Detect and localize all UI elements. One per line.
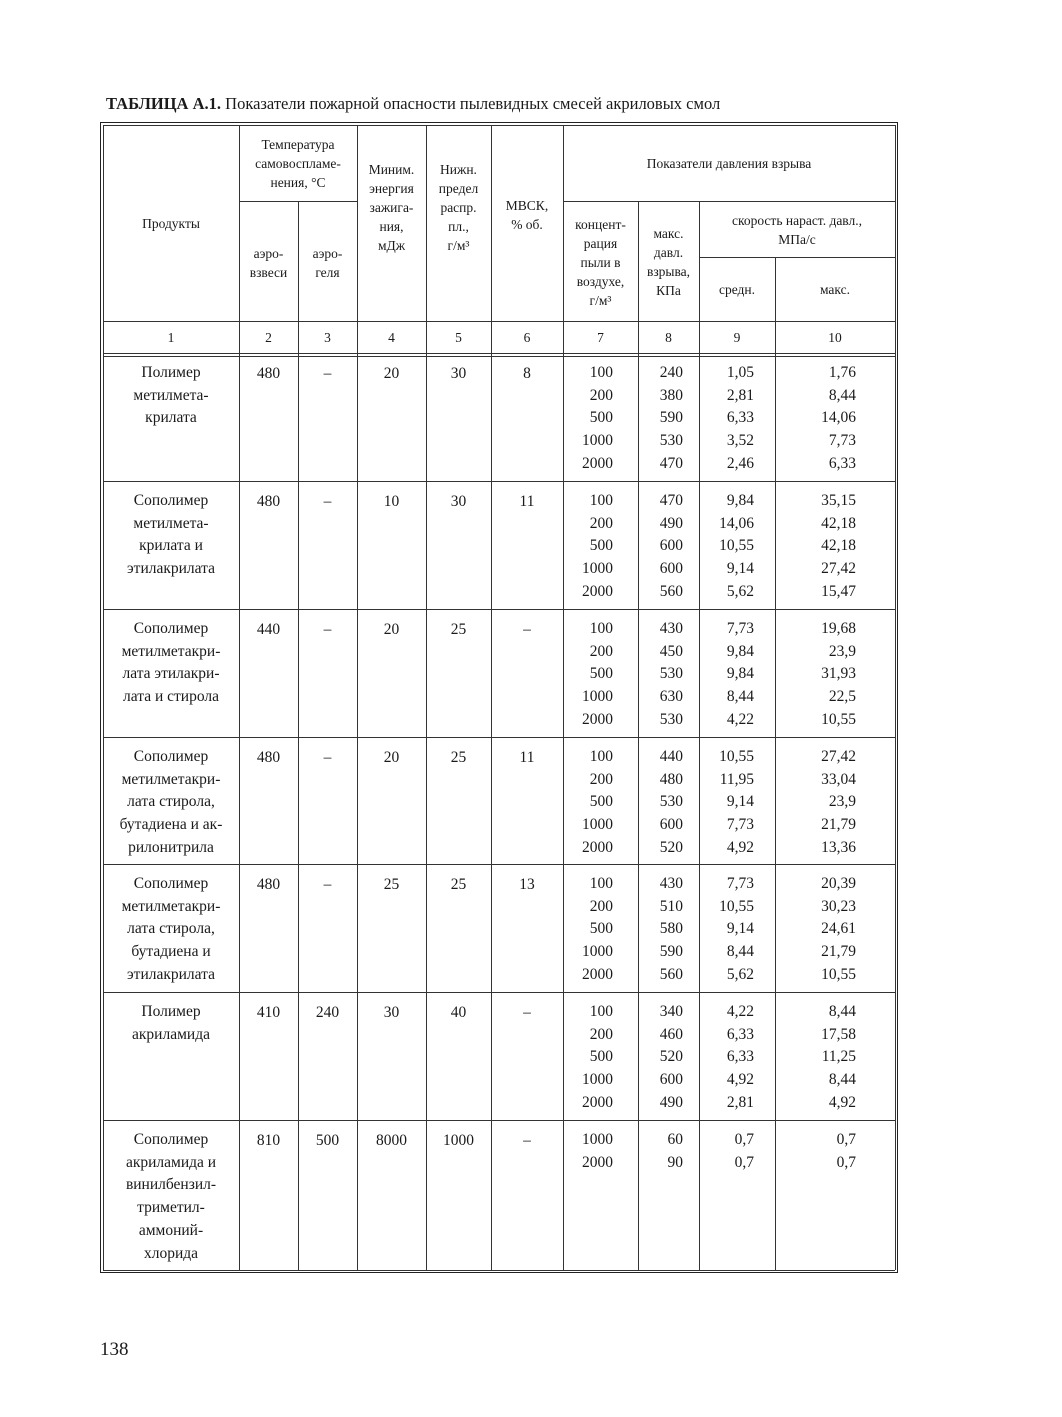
table-cell-value: 600 — [659, 560, 683, 578]
table-cell-value: 450 — [659, 642, 683, 660]
table-cell-value: 600 — [659, 537, 683, 555]
max-pressure-values — [640, 1001, 683, 1114]
table-cell-value: 200 — [589, 1025, 613, 1043]
table-cell-value: 530 — [659, 710, 683, 728]
table-cell-value: 9,14 — [726, 560, 754, 578]
table-cell-value: 10,55 — [719, 537, 754, 555]
header-products: Продукты — [142, 215, 200, 231]
table-cell-value: 31,93 — [821, 665, 856, 683]
table-cell-value: 2,46 — [726, 454, 754, 472]
rate-max-values — [777, 746, 856, 859]
table-cell-value: 430 — [659, 620, 683, 637]
max-pressure-values — [640, 1129, 683, 1174]
table-cell-value: 1000 — [582, 943, 613, 961]
grid-line — [563, 201, 895, 202]
mvsk-value: 8 — [523, 365, 531, 382]
table-cell-value: 42,18 — [821, 514, 856, 532]
table-cell-value: 14,06 — [821, 409, 856, 427]
header-temperature: Температура самовоспламе- нения, °С — [255, 136, 341, 190]
product-name: Сополимер метилмета- крилата и этилакрилата — [127, 492, 215, 578]
column-number: 5 — [455, 330, 462, 345]
concentration-values — [565, 873, 613, 986]
table-cell-value: 520 — [659, 1048, 683, 1066]
table-cell-value: 2000 — [582, 1093, 613, 1111]
table-cell-value: 1000 — [582, 688, 613, 706]
table-cell-value: 7,73 — [726, 875, 754, 892]
aero-gelya-value: – — [323, 365, 332, 382]
grid-line — [103, 609, 895, 610]
rate-avg-values — [701, 1001, 754, 1114]
table-cell-value: 60 — [667, 1131, 683, 1148]
aero-vzvesi-value: 480 — [256, 493, 281, 510]
product-name: Сополимер метилметакри- лата стирола, бутадиена и этилакрилата — [121, 875, 221, 983]
table-cell-value: 33,04 — [821, 770, 856, 788]
table-cell-value: 580 — [659, 920, 683, 938]
aero-gelya-value: – — [323, 493, 332, 510]
caption-label: ТАБЛИЦА А.1. — [106, 94, 222, 113]
rate-max-values — [777, 1001, 856, 1114]
rate-avg-values — [701, 618, 754, 731]
table-cell-value: 8,44 — [828, 1071, 856, 1089]
table-cell-value: 2,81 — [726, 386, 754, 404]
table-cell-value: 8,44 — [726, 688, 754, 706]
lower-limit-value: 40 — [450, 1004, 467, 1021]
caption-text: Показатели пожарной опасности пылевидных смесей акриловых смол — [221, 94, 721, 113]
table-cell-value: 200 — [589, 514, 613, 532]
table-cell-value: 1,05 — [726, 364, 754, 381]
min-energy-value: 25 — [383, 876, 400, 893]
table-cell-value: 23,9 — [828, 642, 856, 660]
concentration-values — [565, 618, 613, 731]
table-cell-value: 27,42 — [821, 748, 856, 765]
min-energy-value: 20 — [383, 749, 400, 766]
table-cell-value: 9,14 — [726, 793, 754, 811]
table-cell-value: 9,84 — [726, 492, 754, 509]
concentration-values — [565, 490, 613, 603]
table-cell-value: 4,92 — [726, 838, 754, 856]
table-cell-value: 5,62 — [726, 582, 754, 600]
lower-limit-value: 25 — [450, 749, 467, 766]
rate-max-values — [777, 873, 856, 986]
grid-line — [103, 1270, 895, 1271]
aero-vzvesi-value: 480 — [256, 749, 281, 766]
table-caption — [106, 94, 720, 114]
min-energy-value: 8000 — [376, 1132, 407, 1149]
table-cell-value: 470 — [659, 454, 683, 472]
rate-avg-values — [701, 362, 754, 475]
grid-line — [103, 992, 895, 993]
table-cell-value: 14,06 — [719, 514, 754, 532]
table-cell-value: 21,79 — [821, 943, 856, 961]
table-cell-value: 10,55 — [719, 897, 754, 915]
max-pressure-values — [640, 362, 683, 475]
table-cell-value: 13,36 — [821, 838, 856, 856]
header-mvsk: МВСК, % об. — [505, 198, 549, 232]
grid-line — [426, 125, 427, 1270]
table-cell-value: 21,79 — [821, 816, 856, 834]
table-cell-value: 2000 — [582, 838, 613, 856]
grid-line — [638, 201, 639, 1270]
header-rate-max: макс. — [819, 281, 851, 297]
lower-limit-value: 30 — [450, 365, 467, 382]
aero-vzvesi-value: 440 — [256, 621, 281, 638]
table-cell-value: 600 — [659, 1071, 683, 1089]
page-number: 138 — [100, 1339, 129, 1360]
table-cell-value: 520 — [659, 838, 683, 856]
column-number: 4 — [388, 330, 395, 345]
table-cell-value: 530 — [659, 665, 683, 683]
rate-avg-values — [701, 873, 754, 986]
header-pressure-group: Показатели давления взрыва — [646, 155, 812, 171]
table-cell-value: 7,73 — [828, 432, 856, 450]
mvsk-value: – — [523, 1132, 531, 1149]
lower-limit-value: 25 — [450, 876, 467, 893]
table-cell-value: 500 — [589, 920, 613, 938]
table-cell-value: 480 — [659, 770, 683, 788]
table-cell-value: 1000 — [582, 560, 613, 578]
header-rate-group: скорость нараст. давл., МПа/с — [731, 213, 862, 247]
mvsk-value: 13 — [519, 876, 535, 893]
min-energy-value: 30 — [383, 1004, 400, 1021]
table-cell-value: 5,62 — [726, 965, 754, 983]
concentration-values — [565, 1001, 613, 1114]
aero-vzvesi-value: 810 — [256, 1132, 281, 1149]
table-cell-value: 19,68 — [821, 620, 856, 637]
table-cell-value: 9,14 — [726, 920, 754, 938]
table-cell-value: 20,39 — [821, 875, 856, 892]
table-cell-value: 470 — [659, 492, 683, 509]
table-cell-value: 30,23 — [821, 897, 856, 915]
table-cell-value: 7,73 — [726, 620, 754, 637]
mvsk-value: 11 — [519, 749, 535, 766]
table-cell-value: 4,92 — [726, 1071, 754, 1089]
table-cell-value: 1000 — [582, 432, 613, 450]
header-aero-vzvesi: аэро- взвеси — [249, 246, 288, 280]
grid-line — [103, 1120, 895, 1121]
rate-avg-values — [701, 490, 754, 603]
lower-limit-value: 30 — [450, 493, 467, 510]
product-name: Полимер метилмета- крилата — [133, 364, 209, 427]
product-name: Сополимер акриламида и винилбензил- триметил- аммоний- хлорида — [125, 1131, 217, 1262]
table-cell-value: 430 — [659, 875, 683, 892]
rate-max-values — [777, 490, 856, 603]
aero-gelya-value: – — [323, 749, 332, 766]
grid-line — [357, 125, 358, 1270]
table-cell-value: 6,33 — [726, 1025, 754, 1043]
table-cell-value: 8,44 — [828, 386, 856, 404]
header-aero-gelya: аэро- геля — [312, 246, 343, 280]
table-cell-value: 35,15 — [821, 492, 856, 509]
product-name: Полимер акриламида — [132, 1003, 210, 1043]
table-cell-value: 440 — [659, 748, 683, 765]
table-cell-value: 500 — [589, 665, 613, 683]
table-cell-value: 500 — [589, 537, 613, 555]
table-cell-value: 630 — [659, 688, 683, 706]
table-cell-value: 9,84 — [726, 665, 754, 683]
header-max-pressure: макс. давл. взрыва, КПа — [646, 226, 691, 298]
grid-line — [895, 125, 896, 1270]
rate-max-values — [777, 1129, 856, 1174]
max-pressure-values — [640, 490, 683, 603]
table-cell-value: 1000 — [582, 1131, 613, 1148]
grid-line — [103, 737, 895, 738]
table-cell-value: 530 — [659, 432, 683, 450]
grid-line — [491, 125, 492, 1270]
table-cell-value: 11,25 — [821, 1048, 856, 1066]
aero-vzvesi-value: 480 — [256, 365, 281, 382]
column-number: 2 — [265, 330, 272, 345]
table-cell-value: 0,7 — [734, 1131, 754, 1148]
column-number: 6 — [523, 330, 531, 345]
table-cell-value: 90 — [667, 1153, 683, 1171]
rate-avg-values — [701, 746, 754, 859]
rate-avg-values — [701, 1129, 754, 1174]
min-energy-value: 20 — [383, 365, 400, 382]
column-number: 8 — [665, 330, 672, 345]
table-cell-value: 9,84 — [726, 642, 754, 660]
table-cell-value: 590 — [659, 943, 683, 961]
column-number: 9 — [733, 330, 741, 345]
table-cell-value: 23,9 — [828, 793, 856, 811]
table-cell-value: 500 — [589, 409, 613, 427]
table-cell-value: 500 — [589, 793, 613, 811]
table-cell-value: 2000 — [582, 1153, 613, 1171]
table-cell-value: 15,47 — [821, 582, 856, 600]
table-cell-value: 24,61 — [821, 920, 856, 938]
max-pressure-values — [640, 618, 683, 731]
table-cell-value: 560 — [659, 965, 683, 983]
aero-gelya-value: – — [323, 876, 332, 893]
min-energy-value: 20 — [383, 621, 400, 638]
table-cell-value: 7,73 — [726, 816, 754, 834]
aero-gelya-value: 240 — [315, 1004, 340, 1021]
table-cell-value: 2,81 — [726, 1093, 754, 1111]
lower-limit-value: 25 — [450, 621, 467, 638]
grid-line — [103, 864, 895, 865]
aero-vzvesi-value: 410 — [256, 1004, 281, 1021]
rate-max-values — [777, 362, 856, 475]
table-cell-value: 590 — [659, 409, 683, 427]
grid-line — [699, 201, 700, 1270]
table-cell-value: 0,7 — [836, 1153, 856, 1171]
max-pressure-values — [640, 746, 683, 859]
aero-vzvesi-value: 480 — [256, 876, 281, 893]
concentration-values — [565, 746, 613, 859]
table-cell-value: 6,33 — [726, 1048, 754, 1066]
table-cell-value: 27,42 — [821, 560, 856, 578]
table-cell-value: 490 — [659, 1093, 683, 1111]
aero-gelya-value: 500 — [315, 1132, 340, 1149]
table-cell-value: 100 — [589, 748, 613, 765]
table-cell-value: 560 — [659, 582, 683, 600]
column-number: 3 — [324, 330, 331, 345]
mvsk-value: – — [523, 621, 531, 638]
table-cell-value: 6,33 — [726, 409, 754, 427]
table-cell-value: 100 — [589, 620, 613, 637]
product-name: Сополимер метилметакри- лата этилакри- лата и стирола — [121, 620, 221, 706]
table-cell-value: 2000 — [582, 710, 613, 728]
lower-limit-value: 1000 — [443, 1132, 474, 1149]
table-cell-value: 100 — [589, 492, 613, 509]
table-cell-value: 0,7 — [836, 1131, 856, 1148]
table-cell-value: 4,22 — [726, 710, 754, 728]
concentration-values — [565, 1129, 613, 1174]
table-cell-value: 100 — [589, 1003, 613, 1020]
table-cell-value: 3,52 — [726, 432, 754, 450]
table-cell-value: 4,92 — [828, 1093, 856, 1111]
header-min-energy: Миним. энергия зажига- ния, мДж — [368, 162, 415, 253]
grid-line — [103, 353, 895, 354]
table-cell-value: 600 — [659, 816, 683, 834]
table-cell-value: 500 — [589, 1048, 613, 1066]
max-pressure-values — [640, 873, 683, 986]
table-cell-value: 10,55 — [821, 710, 856, 728]
table-cell-value: 4,22 — [726, 1003, 754, 1020]
table-cell-value: 100 — [589, 364, 613, 381]
concentration-values — [565, 362, 613, 475]
grid-line — [775, 257, 776, 1270]
table-cell-value: 100 — [589, 875, 613, 892]
column-number: 7 — [597, 330, 604, 345]
table-cell-value: 0,7 — [734, 1153, 754, 1171]
header-lower-limit: Нижн. предел распр. пл., г/м³ — [438, 162, 479, 253]
table-cell-value: 240 — [659, 364, 683, 381]
table-cell-value: 42,18 — [821, 537, 856, 555]
column-number: 10 — [828, 330, 842, 345]
table-cell-value: 490 — [659, 514, 683, 532]
grid-line — [103, 481, 895, 482]
table-cell-value: 200 — [589, 386, 613, 404]
header-rate-avg: средн. — [718, 281, 756, 297]
table-cell-value: 2000 — [582, 582, 613, 600]
rate-max-values — [777, 618, 856, 731]
table-cell-value: 6,33 — [828, 454, 856, 472]
product-name: Сополимер метилметакри- лата стирола, бутадиена и ак- рилонитрила — [119, 748, 223, 856]
table-cell-value: 10,55 — [821, 965, 856, 983]
aero-gelya-value: – — [323, 621, 332, 638]
table-cell-value: 530 — [659, 793, 683, 811]
table-cell-value: 2000 — [582, 965, 613, 983]
table-cell-value: 22,5 — [828, 688, 856, 706]
min-energy-value: 10 — [383, 493, 400, 510]
grid-line — [103, 356, 895, 357]
mvsk-value: 11 — [519, 493, 535, 510]
table-cell-value: 17,58 — [821, 1025, 856, 1043]
table-cell-value: 460 — [659, 1025, 683, 1043]
table-cell-value: 200 — [589, 770, 613, 788]
mvsk-value: – — [523, 1004, 531, 1021]
table-cell-value: 1,76 — [828, 364, 856, 381]
table-cell-value: 200 — [589, 897, 613, 915]
table-cell-value: 200 — [589, 642, 613, 660]
table-cell-value: 1000 — [582, 816, 613, 834]
header-concentration: концент- рация пыли в воздухе, г/м³ — [575, 216, 626, 308]
table-cell-value: 10,55 — [719, 748, 754, 765]
table-cell-value: 2000 — [582, 454, 613, 472]
table-cell-value: 8,44 — [828, 1003, 856, 1020]
table-cell-value: 510 — [659, 897, 683, 915]
table-cell-value: 11,95 — [719, 770, 754, 788]
table-cell-value: 8,44 — [726, 943, 754, 961]
table-cell-value: 340 — [659, 1003, 683, 1020]
table-cell-value: 380 — [659, 386, 683, 404]
column-number: 1 — [167, 330, 175, 345]
table-cell-value: 1000 — [582, 1071, 613, 1089]
